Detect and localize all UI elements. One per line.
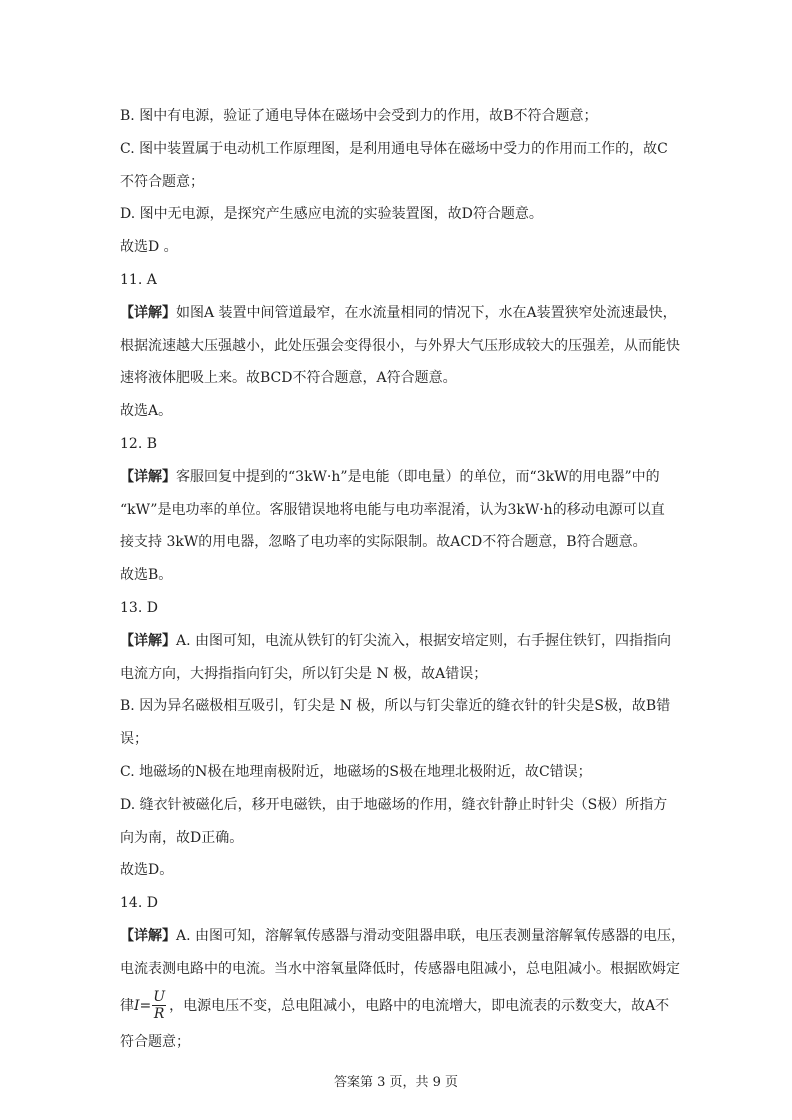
text-line: [120, 297, 680, 330]
page-footer: [0, 1071, 792, 1090]
line-text: 故选D。: [120, 862, 174, 879]
text-line: [120, 1026, 680, 1059]
text-line: [120, 395, 680, 428]
line-text: 误；: [120, 731, 148, 748]
text-line: [120, 198, 680, 231]
fraction-denominator: R: [153, 1006, 165, 1023]
line-text: 故选D 。: [120, 239, 178, 256]
line-text: “kW”是电功率的单位。客服错误地将电能与电功率混淆，认为3kW·h的移动电源可以直: [120, 501, 665, 518]
line-text: C. 地磁场的N极在地理南极附近，地磁场的S极在地理北极附近，故C错误；: [120, 763, 592, 780]
line-text: 客服回复中提到的“3kW·h”是电能（即电量）的单位，而“3kW的用电器”中的: [176, 468, 660, 485]
text-line: [120, 920, 686, 953]
line-text: 向为南，故D正确。: [120, 829, 244, 846]
question-answer: 12. B: [120, 435, 158, 452]
text-line: [120, 526, 680, 559]
text-line: [120, 756, 680, 789]
line-text: 故选A。: [120, 403, 173, 420]
line-text: 接支持 3kW的用电器，忽略了电功率的实际限制。故ACD不符合题意，B符合题意。: [120, 534, 647, 551]
text-line: [120, 854, 680, 887]
answer-content: [120, 100, 686, 1058]
line-text: C. 图中装置属于电动机工作原理图，是利用通电导体在磁场中受力的作用而工作的，故C: [120, 140, 668, 157]
line-text: 电流方向，大拇指指向钉尖，所以钉尖是 N 极，故A错误；: [120, 665, 488, 682]
line-text: A. 由图可知，溶解氧传感器与滑动变阻器串联，电压表测量溶解氧传感器的电压，: [176, 927, 686, 944]
question-number: [120, 592, 680, 625]
text-line: [120, 231, 680, 264]
line-text: B. 图中有电源，验证了通电导体在磁场中会受到力的作用，故B不符合题意；: [120, 108, 598, 124]
text-line: [120, 330, 680, 363]
detail-label: 【详解】: [120, 304, 176, 321]
line-text: 故选B。: [120, 567, 173, 584]
text-line: [120, 559, 680, 592]
formula-suffix: ，电源电压不变，总电阻减小，电路中的电流增大，即电流表的示数变大，故A不: [169, 997, 670, 1014]
question-answer: 14. D: [120, 895, 158, 912]
formula-prefix: 律: [120, 997, 134, 1014]
text-line: [120, 789, 680, 822]
text-line: [120, 625, 680, 658]
formula-current-symbol: I: [134, 997, 140, 1014]
question-number: [120, 264, 680, 297]
detail-label: 【详解】: [120, 468, 176, 485]
line-text: 如图A 装置中间管道最窄，在水流量相同的情况下，水在A装置狭窄处流速最快，: [176, 304, 677, 321]
text-line: [120, 461, 680, 494]
text-line: [120, 166, 680, 199]
question-answer: 13. D: [120, 599, 158, 616]
question-answer: 11. A: [120, 271, 157, 288]
line-text: 符合题意；: [120, 1033, 190, 1050]
formula-line: [120, 986, 680, 1026]
text-line: [120, 658, 680, 691]
formula-equals: =: [139, 997, 152, 1014]
line-text: 不符合题意；: [120, 173, 204, 190]
detail-label: 【详解】: [120, 632, 176, 649]
text-line: [120, 822, 680, 855]
text-line: [120, 133, 680, 166]
line-text: 速将液体肥吸上来。故BCD不符合题意，A符合题意。: [120, 370, 457, 387]
line-text: 根据流速越大压强越小，此处压强会变得很小，与外界大气压形成较大的压强差，从而能快: [120, 337, 680, 354]
text-line: [120, 100, 680, 133]
line-text: D. 缝衣针被磁化后，移开电磁铁，由于地磁场的作用，缝衣针静止时针尖（S极）所指方: [120, 796, 668, 813]
fraction-numerator: U: [153, 989, 166, 1006]
detail-label: 【详解】: [120, 927, 176, 944]
line-text: B. 因为异名磁极相互吸引，钉尖是 N 极，所以与钉尖靠近的缝衣针的针尖是S极，故B错: [120, 698, 671, 715]
line-text: D. 图中无电源，是探究产生感应电流的实验装置图，故D符合题意。: [120, 206, 543, 223]
question-number: [120, 887, 680, 920]
text-line: [120, 953, 680, 986]
question-number: [120, 428, 680, 461]
text-line: [120, 494, 680, 527]
line-text: 电流表测电路中的电流。当水中溶氧量降低时，传感器电阻减小，总电阻减小。根据欧姆定: [120, 960, 680, 977]
text-line: [120, 362, 680, 395]
ohms-law-fraction: [152, 989, 166, 1022]
line-text: A. 由图可知，电流从铁钉的钉尖流入，根据安培定则，右手握住铁钉，四指指向: [176, 632, 672, 649]
text-line: [120, 690, 680, 723]
page-number: 答案第 3 页，共 9 页: [333, 1075, 459, 1090]
text-line: [120, 723, 680, 756]
